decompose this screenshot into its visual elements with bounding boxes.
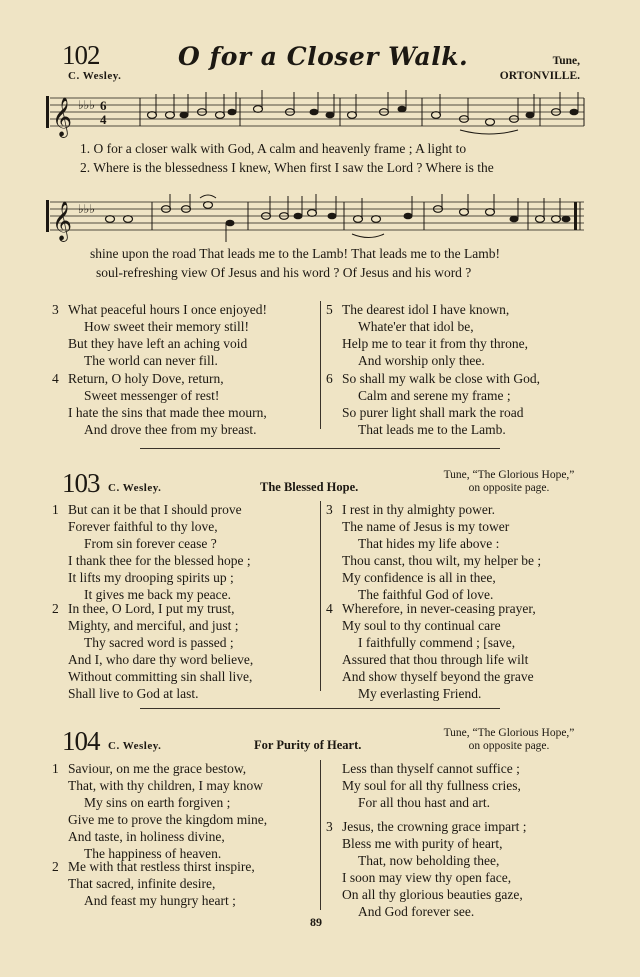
stanza-line: Whate'er that idol be,	[358, 319, 474, 334]
stanza-line: And taste, in holiness divine,	[68, 829, 225, 844]
hymn-102-author: C. Wesley.	[68, 70, 122, 82]
stanza-line: That sacred, infinite desire,	[68, 876, 216, 891]
section-rule	[140, 708, 500, 709]
svg-text:♭♭♭: ♭♭♭	[78, 202, 95, 216]
stanza-line: I faithfully commend ; [save,	[358, 635, 516, 650]
music-staff-1	[44, 90, 588, 140]
stanza-line: I rest in thy almighty power.	[342, 502, 495, 517]
verse-1-line-a: 1. O for a closer walk with God, A calm and heavenly frame ; A light to	[80, 141, 467, 156]
svg-text:𝄞: 𝄞	[52, 97, 73, 137]
stanza-number: 1	[52, 502, 59, 517]
stanza-line: And God forever see.	[358, 904, 475, 919]
stanza-line: Assured that thou through life wilt	[342, 652, 529, 667]
column-divider	[320, 760, 321, 910]
hymn-104-stanza-2-cont	[326, 760, 596, 811]
stanza-number: 3	[326, 819, 333, 834]
stanza-line: I hate the sins that made thee mourn,	[68, 405, 267, 420]
stanza-number: 3	[326, 502, 333, 517]
stanza-line: Forever faithful to thy love,	[68, 519, 218, 534]
stanza-line: So purer light shall mark the road	[342, 405, 524, 420]
stanza-line: I soon may view thy open face,	[342, 870, 512, 885]
page-number: 89	[310, 915, 322, 929]
stanza-number: 1	[52, 761, 59, 776]
column-divider	[320, 301, 321, 429]
stanza-line: Sweet messenger of rest!	[84, 388, 220, 403]
stanza-line: The happiness of heaven.	[84, 846, 222, 861]
stanza-line: Return, O holy Dove, return,	[68, 371, 224, 386]
stanza-line: What peaceful hours I once enjoyed!	[68, 302, 268, 317]
stanza-line: That, with thy children, I may know	[68, 778, 263, 793]
hymn-102-stanza-3	[52, 301, 320, 369]
hymn-104-stanza-3	[326, 818, 596, 920]
time-sig-bottom: 4	[100, 112, 107, 127]
stanza-line: That, now beholding thee,	[358, 853, 500, 868]
svg-text:𝄞: 𝄞	[52, 201, 73, 241]
hymn-104-author: C. Wesley.	[108, 740, 162, 752]
hymn-103-stanza-4	[326, 600, 596, 702]
stanza-line: That leads me to the Lamb.	[358, 422, 506, 437]
stanza-line: Wherefore, in never-ceasing prayer,	[342, 601, 536, 616]
stanza-line: But they have left an aching void	[68, 336, 248, 351]
stanza-number: 4	[326, 601, 333, 616]
stanza-line: How sweet their memory still!	[84, 319, 249, 334]
stanza-line: I thank thee for the blessed hope ;	[68, 553, 251, 568]
stanza-line: The world can never fill.	[84, 353, 218, 368]
stanza-line: Thou canst, thou wilt, my helper be ;	[342, 553, 542, 568]
stanza-line: My sins on earth forgiven ;	[84, 795, 231, 810]
stanza-line: That hides my life above :	[358, 536, 500, 551]
stanza-line: And show thyself beyond the grave	[342, 669, 534, 684]
stanza-line: And drove thee from my breast.	[84, 422, 257, 437]
tune-label: Tune,	[552, 55, 580, 67]
stanza-number: 6	[326, 371, 333, 386]
stanza-line: So shall my walk be close with God,	[342, 371, 540, 386]
stanza-number: 2	[52, 601, 59, 616]
stanza-line: From sin forever cease ?	[84, 536, 217, 551]
stanza-line: And feast my hungry heart ;	[84, 893, 236, 908]
stanza-line: Thy sacred word is passed ;	[84, 635, 234, 650]
stanza-line: And worship only thee.	[358, 353, 485, 368]
stanza-number: 5	[326, 302, 333, 317]
stanza-line: Less than thyself cannot suffice ;	[342, 761, 520, 776]
tune-line: on opposite page.	[468, 482, 550, 494]
hymn-102-tune	[470, 54, 580, 84]
tune-name: ORTONVILLE.	[499, 70, 580, 82]
hymn-103-title: The Blessed Hope.	[260, 480, 359, 494]
stanza-line: It lifts my drooping spirits up ;	[68, 570, 234, 585]
column-divider	[320, 501, 321, 691]
stanza-line: And I, who dare thy word believe,	[68, 652, 254, 667]
hymn-103-stanza-2	[52, 600, 320, 702]
stanza-line: Jesus, the crowning grace impart ;	[342, 819, 527, 834]
stanza-line: Bless me with purity of heart,	[342, 836, 503, 851]
svg-text:♭♭♭: ♭♭♭	[78, 98, 95, 112]
verse-2-line-a: 2. Where is the blessedness I knew, When first I saw the Lord ? Where is the	[80, 160, 494, 175]
stanza-line: The name of Jesus is my tower	[342, 519, 510, 534]
time-sig-top: 6	[100, 98, 107, 113]
stanza-line: Mighty, and merciful, and just ;	[68, 618, 239, 633]
hymn-104-tune	[432, 727, 586, 753]
hymn-102-stanza-5	[326, 301, 596, 369]
stanza-number: 4	[52, 371, 59, 386]
tune-line: on opposite page.	[468, 740, 550, 752]
stanza-line: Saviour, on me the grace bestow,	[68, 761, 247, 776]
hymn-103-author: C. Wesley.	[108, 482, 162, 494]
stanza-line: On all thy glorious beauties gaze,	[342, 887, 523, 902]
stanza-line: My confidence is all in thee,	[342, 570, 496, 585]
stanza-line: Calm and serene my frame ;	[358, 388, 511, 403]
hymn-102-stanza-4	[52, 370, 320, 438]
stanza-line: My everlasting Friend.	[358, 686, 482, 701]
section-rule	[140, 448, 500, 449]
hymn-103-stanza-1	[52, 501, 320, 603]
tune-line: Tune, “The Glorious Hope,”	[443, 727, 575, 739]
hymn-104-stanza-1	[52, 760, 320, 862]
hymn-104-number: 104	[62, 726, 100, 756]
hymn-102-title: O for a Closer Walk.	[178, 42, 469, 71]
hymn-102-number: 102	[62, 40, 100, 70]
verse-2-line-b: soul-refreshing view Of Jesus and his word ? Of Jesus and his word ?	[96, 265, 472, 280]
hymn-103-number: 103	[62, 468, 100, 498]
hymn-104-title: For Purity of Heart.	[254, 738, 362, 752]
stanza-line: The faithful God of love.	[358, 587, 494, 602]
stanza-line: Help me to tear it from thy throne,	[342, 336, 528, 351]
stanza-line: The dearest idol I have known,	[342, 302, 510, 317]
stanza-line: Shall live to God at last.	[68, 686, 199, 701]
verse-1-line-b: shine upon the road That leads me to the Lamb! That leads me to the Lamb!	[90, 246, 501, 261]
stanza-line: Give me to prove the kingdom mine,	[68, 812, 268, 827]
stanza-line: For all thou hast and art.	[358, 795, 490, 810]
stanza-line: Me with that restless thirst inspire,	[68, 859, 255, 874]
hymn-102-stanza-6	[326, 370, 596, 438]
music-staff-2	[44, 194, 588, 244]
tune-line: Tune, “The Glorious Hope,”	[443, 469, 575, 481]
stanza-number: 3	[52, 302, 59, 317]
hymn-103-stanza-3	[326, 501, 596, 603]
stanza-line: But can it be that I should prove	[68, 502, 242, 517]
stanza-line: In thee, O Lord, I put my trust,	[68, 601, 235, 616]
stanza-line: It gives me back my peace.	[84, 587, 231, 602]
stanza-number: 2	[52, 859, 59, 874]
stanza-line: My soul for all thy fullness cries,	[342, 778, 521, 793]
hymn-104-stanza-2	[52, 858, 320, 909]
hymn-103-tune	[432, 469, 586, 495]
stanza-line: My soul to thy continual care	[342, 618, 501, 633]
stanza-line: Without committing sin shall live,	[68, 669, 253, 684]
